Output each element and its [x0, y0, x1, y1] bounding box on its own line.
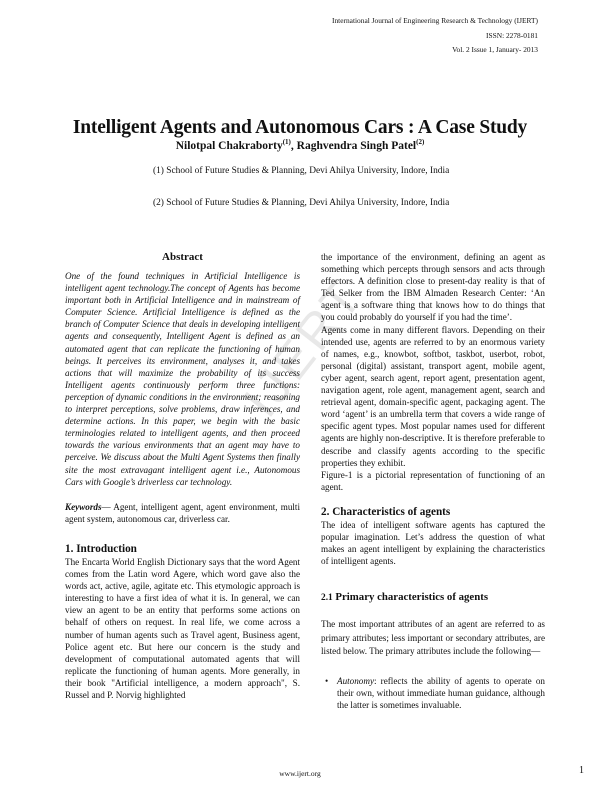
keywords [65, 501, 300, 525]
left-column [65, 270, 300, 701]
section-2-1-title: Primary characteristics of agents [332, 591, 489, 604]
section-2-1-heading [321, 591, 545, 604]
author-line [0, 138, 600, 152]
abstract-heading: Abstract [162, 251, 203, 263]
author-1-marker: (1) [282, 138, 291, 146]
figure-reference-paragraph: Figure-1 is a pictorial representation of functioning of an agent. [321, 469, 545, 492]
introduction-text: The Encarta World English Dictionary says that the word Agent comes from the Latin word Agere, which word gave also the words act, active, agile, agitate etc. This etymologic approach is interesting to have a first idea of what it is. In general, we can view an agent to be an entity that performs some actions on behalf of others on request. In real life, we come across a number of human agents such as Travel agent, Business agent, Police agent etc. But here our concern is the study and development of computational automated agents that will replicate the functioning of human agents. More generally, in their book "Artificial intelligence, a modern approach", S. Russel and P. Norvig highlighted [65, 556, 300, 700]
journal-issn: ISSN: 2278-0181 [486, 31, 538, 40]
agent-flavors-paragraph: Agents come in many different flavors. Depending on their intended use, agents are referred to by an enormous variety of names, e.g., knowbot, softbot, taskbot, userbot, robot, personal (digital) assistant, transport agent, mobile agent, cyber agent, search agent, report agent, presentation agent, navigation agent, role agent, management agent, search and retrieval agent, domain-specific agent, packaging agent. The word ‘agent’ is an umbrella term that covers a wide range of specific agent types. Most popular names used for different agents are highly non-descriptive. It is therefore preferable to describe and classify agents according to the specific properties they exhibit. [321, 324, 545, 468]
agent-definition-paragraph: the importance of the environment, defining an agent as something which percepts through sensors and acts through effectors. A definition close to present-day reality is that of Ted Selker from the IBM Almaden Research Center: ‘An agent is a software thing that knows how to do things that you could probably do yourself if you had the time’. [321, 252, 545, 323]
journal-name: International Journal of Engineering Research & Technology (IJERT) [332, 16, 538, 25]
section-2-1-text: The most important attributes of an agent are referred to as primary attributes; less important or secondary attributes, are listed below. The primary attributes include the following— [321, 619, 545, 657]
page-number: 1 [579, 765, 584, 776]
keywords-text: Agent, intelligent agent, agent environment, multi agent system, autonomous car, driverless car. [65, 501, 300, 524]
keywords-label: Keywords [65, 501, 102, 512]
section-2-1-number: 2.1 [321, 593, 333, 604]
section-2-heading: 2. Characteristics of agents [321, 505, 451, 518]
paper-title: Intelligent Agents and Autonomous Cars : A Case Study [72, 117, 528, 138]
autonomy-description: : reflects the ability of agents to operate on their own, without immediate human guidance, although the latter is sometimes invaluable. [337, 675, 545, 711]
abstract-text: One of the found techniques in Artificial Intelligence is intelligent agent technology.The concept of Agents has become important both in Artificial Intelligence and in mainstream of Computer Science. Artificial Intelligence is defined as the branch of Computer Science that deals in developing intelligent agents and consequently, Intelligent Agent is defined as an automated agent that can replicate the functioning of human beings. It perceives its environment, analyses it, and takes actions that will maximize the probability of its success Intelligent agents continuously perform three functions: perception of dynamic conditions in the environment; reasoning to interpret perceptions, solve problems, draw inferences, and determine actions. In this paper, we begin with the basic terminologies related to intelligent agents, and then proceed towards the various environments that an agent may have to perceive. We discuss about the Multi Agent Systems then finally site the most extravagant intelligent agent i.e., Autonomous Cars with Google’s driverless car technology. [65, 271, 300, 487]
ijert-watermark: IJERT [232, 268, 375, 428]
bullet-marker: • [325, 675, 329, 686]
introduction-heading: 1. Introduction [65, 542, 137, 555]
author-2-marker: (2) [416, 138, 425, 146]
footer-url[interactable]: www.ijert.org [279, 769, 321, 778]
autonomy-bullet [321, 675, 545, 711]
author-1: Nilotpal Chakraborty [175, 139, 283, 152]
affiliation-1: (1) School of Future Studies & Planning, Devi Ahilya University, Indore, India [153, 166, 450, 176]
right-column [321, 251, 545, 711]
affiliation-2: (2) School of Future Studies & Planning, Devi Ahilya University, Indore, India [153, 198, 450, 208]
journal-volume: Vol. 2 Issue 1, January- 2013 [452, 45, 538, 54]
author-separator: , [290, 139, 297, 152]
author-2: Raghvendra Singh Patel [296, 139, 417, 152]
keywords-dash: — [101, 501, 114, 512]
autonomy-term: Autonomy [337, 675, 374, 686]
section-2-text: The idea of intelligent software agents has captured the popular imagination. Let’s address the question of what makes an agent intelligent by explaining the characteristics of intelligent agents. [321, 519, 545, 567]
